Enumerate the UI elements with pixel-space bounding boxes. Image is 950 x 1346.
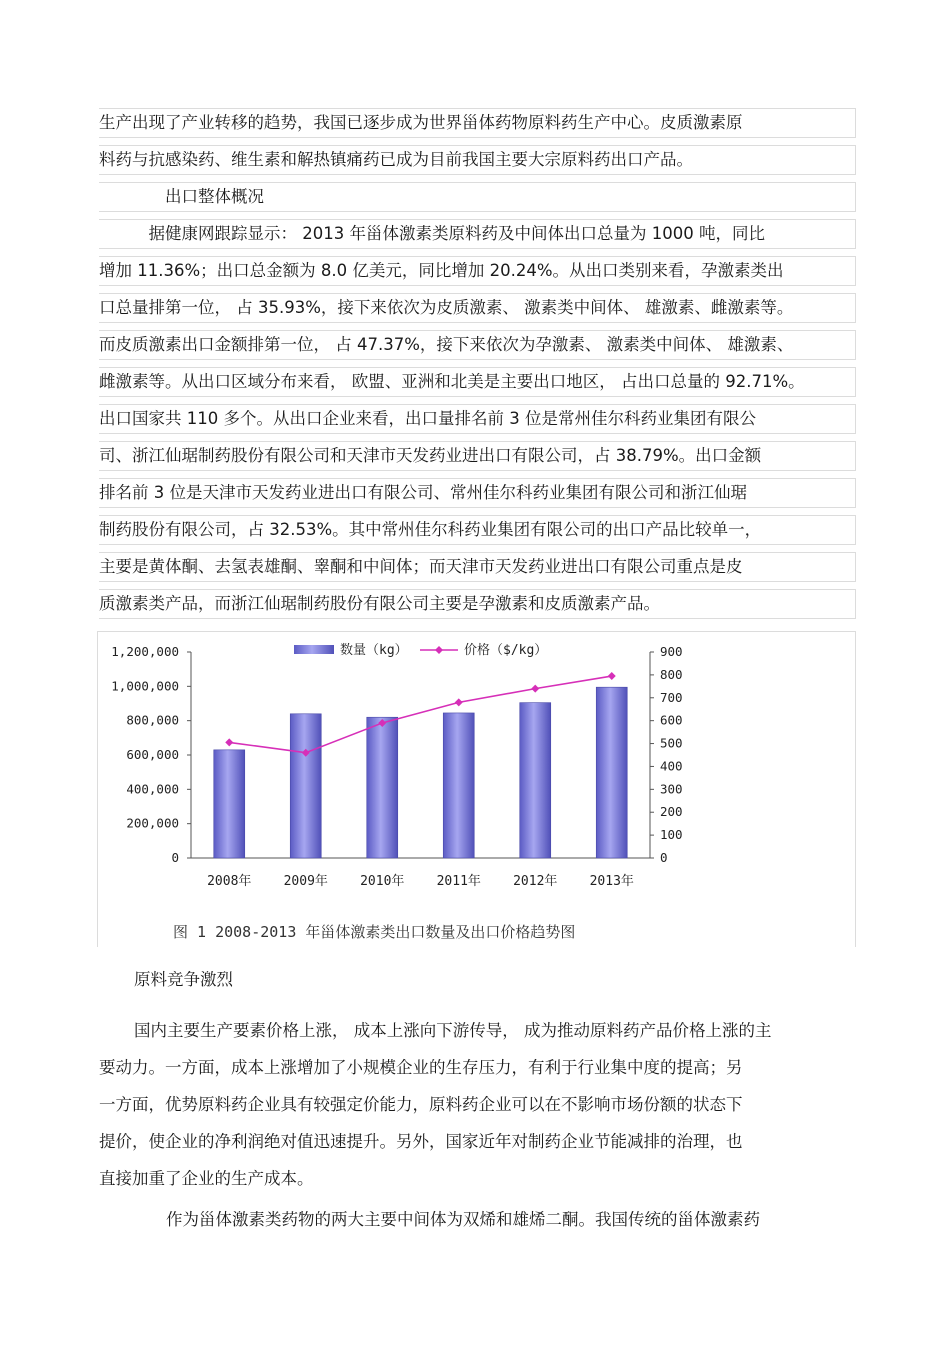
export-chart: [98, 632, 855, 947]
paragraph-line: 直接加重了企业的生产成本。: [99, 1169, 314, 1188]
y-tick-label-right: 100: [660, 827, 683, 843]
bar: [443, 713, 474, 858]
paragraph-line: 出口国家共 110 多个。从出口企业来看，出口量排名前 3 位是常州佳尔科药业集团有限公: [99, 404, 856, 434]
bar: [290, 714, 321, 858]
legend-line-label: 价格（$/kg）: [464, 643, 548, 658]
bar: [596, 687, 627, 858]
price-line: [229, 676, 612, 753]
bar: [520, 703, 551, 858]
paragraph-line: 排名前 3 位是天津市天发药业进出口有限公司、常州佳尔科药业集团有限公司和浙江仙琚: [99, 478, 856, 508]
section-heading: 原料竞争激烈: [134, 970, 233, 989]
paragraph-line: 据健康网跟踪显示： 2013 年甾体激素类原料药及中间体出口总量为 1000 吨，同比: [99, 219, 856, 249]
x-tick-label: 2009年: [283, 874, 328, 889]
paragraph-line: 增加 11.36%；出口总金额为 8.0 亿美元，同比增加 20.24%。从出口类别来看，孕激素类出: [99, 256, 856, 286]
price-point: [531, 685, 539, 693]
bar: [214, 750, 245, 858]
x-tick-label: 2008年: [207, 874, 252, 889]
y-tick-label-right: 300: [660, 781, 683, 797]
y-tick-label-right: 900: [660, 644, 683, 659]
paragraph-line: 口总量排第一位， 占 35.93%，接下来依次为皮质激素、 激素类中间体、 雄激素、雌激素等。: [99, 293, 856, 323]
paragraph-line: 提价，使企业的净利润绝对值迅速提升。另外，国家近年对制药企业节能减排的治理，也: [99, 1132, 743, 1151]
x-tick-label: 2012年: [513, 874, 558, 889]
price-point: [225, 738, 233, 746]
y-tick-label-left: 800,000: [126, 712, 179, 728]
y-tick-label-left: 600,000: [126, 747, 179, 762]
price-point: [608, 672, 616, 680]
paragraph-line: 国内主要生产要素价格上涨， 成本上涨向下游传导， 成为推动原料药产品价格上涨的主: [134, 1021, 772, 1040]
paragraph-line: 质激素类产品，而浙江仙琚制药股份有限公司主要是孕激素和皮质激素产品。: [99, 589, 856, 619]
price-point: [455, 698, 463, 706]
y-tick-label-right: 600: [660, 712, 683, 728]
y-tick-label-left: 400,000: [126, 781, 179, 797]
legend-bar-label: 数量（kg）: [340, 643, 408, 658]
y-tick-label-right: 700: [660, 689, 683, 705]
legend-line-marker: [435, 646, 443, 654]
paragraph-line: 作为甾体激素类药物的两大主要中间体为双烯和雄烯二酮。我国传统的甾体激素药: [166, 1210, 760, 1229]
bar: [367, 717, 398, 858]
y-tick-label-right: 800: [660, 666, 683, 682]
chart-figure: [97, 631, 856, 947]
y-tick-label-left: 1,000,000: [111, 678, 179, 694]
chart-caption: 图 1 2008-2013 年甾体激素类出口数量及出口价格趋势图: [173, 923, 576, 941]
paragraph-line: 生产出现了产业转移的趋势，我国已逐步成为世界甾体药物原料药生产中心。皮质激素原: [99, 108, 856, 138]
y-tick-label-right: 500: [660, 735, 683, 751]
paragraph-line: 而皮质激素出口金额排第一位， 占 47.37%，接下来依次为孕激素、 激素类中间体、 雄激素、: [99, 330, 856, 360]
paragraph-line: 制药股份有限公司，占 32.53%。其中常州佳尔科药业集团有限公司的出口产品比较单一，: [99, 515, 856, 545]
paragraph-line: 料药与抗感染药、维生素和解热镇痛药已成为目前我国主要大宗原料药出口产品。: [99, 145, 856, 175]
y-tick-label-right: 0: [660, 850, 668, 865]
y-tick-label-right: 400: [660, 758, 683, 774]
y-tick-label-right: 200: [660, 804, 683, 820]
paragraph-line: 一方面，优势原料药企业具有较强定价能力，原料药企业可以在不影响市场份额的状态下: [99, 1095, 743, 1114]
y-tick-label-left: 0: [171, 850, 179, 865]
legend-bar-swatch: [294, 645, 334, 654]
paragraph-line: 主要是黄体酮、去氢表雄酮、睾酮和中间体；而天津市天发药业进出口有限公司重点是皮: [99, 552, 856, 582]
x-tick-label: 2011年: [436, 874, 481, 889]
y-tick-label-left: 1,200,000: [111, 644, 179, 659]
x-tick-label: 2010年: [360, 874, 405, 889]
x-tick-label: 2013年: [589, 874, 634, 889]
paragraph-line: 要动力。一方面，成本上涨增加了小规模企业的生存压力，有利于行业集中度的提高；另: [99, 1058, 743, 1077]
paragraph-line: 司、浙江仙琚制药股份有限公司和天津市天发药业进出口有限公司，占 38.79%。出口金额: [99, 441, 856, 471]
y-tick-label-left: 200,000: [126, 815, 179, 831]
section-heading: 出口整体概况: [99, 182, 856, 212]
paragraph-line: 雌激素等。从出口区域分布来看， 欧盟、亚洲和北美是主要出口地区， 占出口总量的 92.71%。: [99, 367, 856, 397]
